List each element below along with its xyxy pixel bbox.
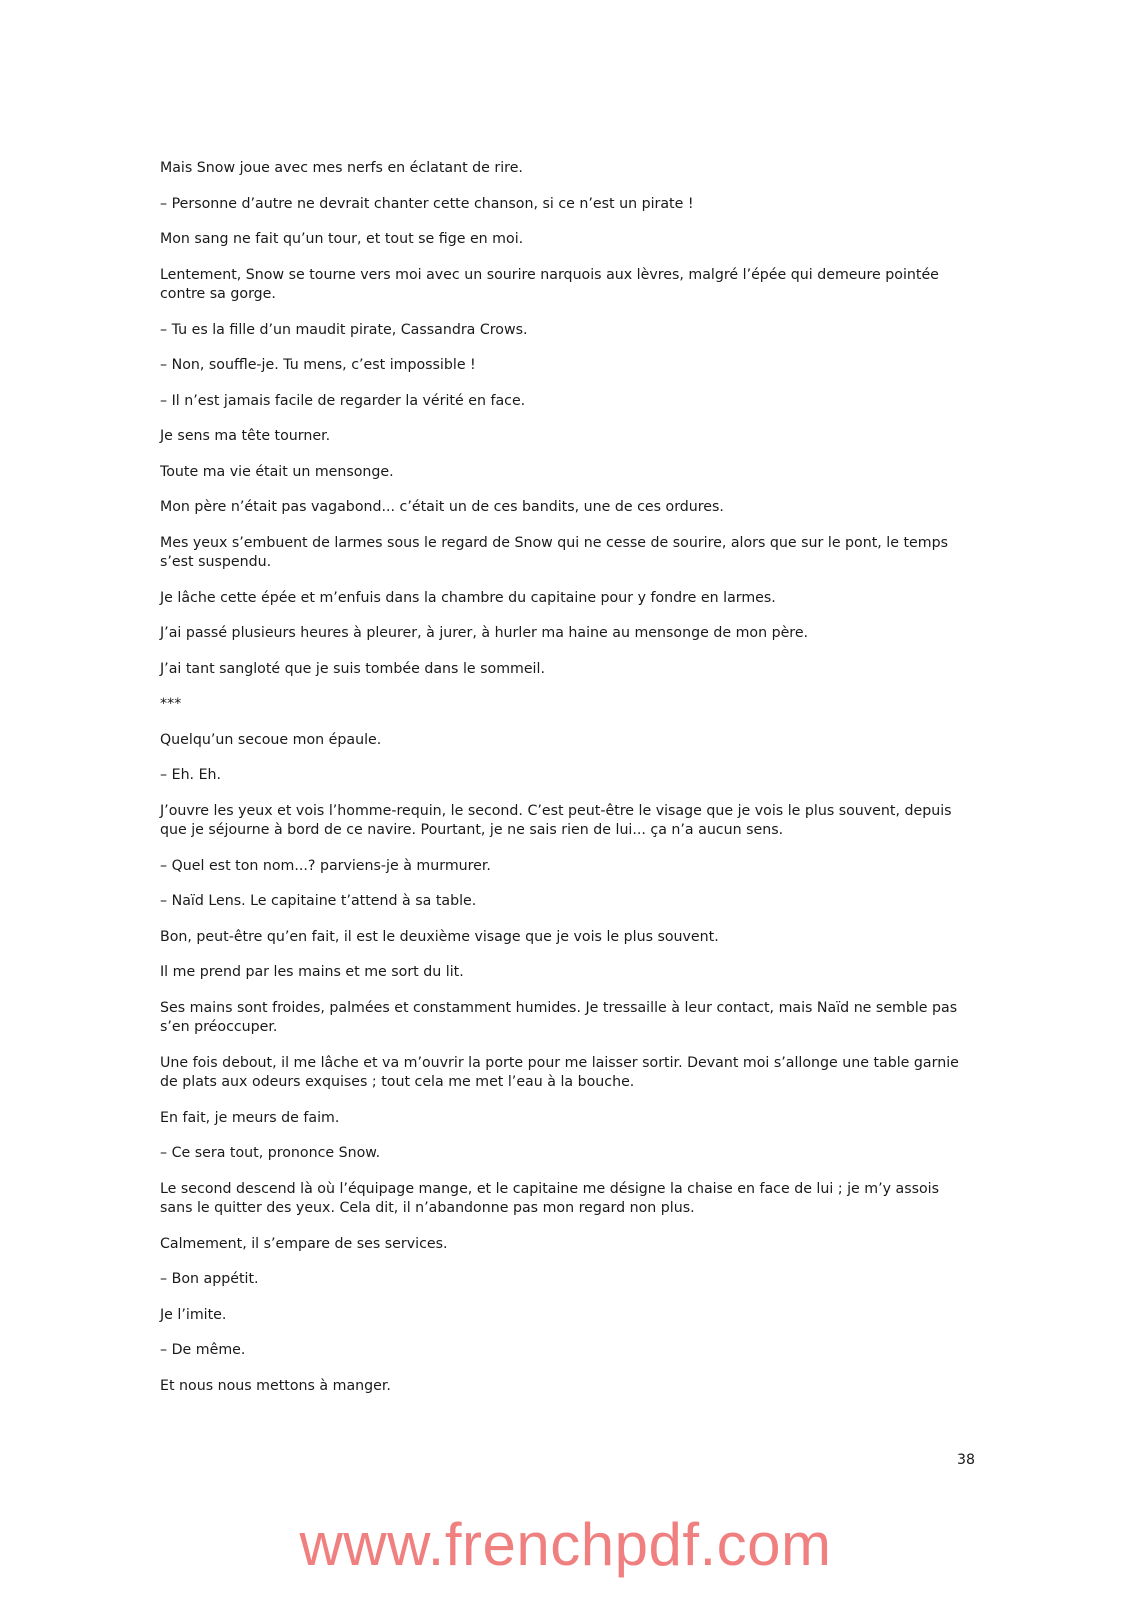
paragraph: Mes yeux s’embuent de larmes sous le regard de Snow qui ne cesse de sourire, alors que sur le pont, le temps s’est suspendu. <box>160 534 949 570</box>
paragraph: J’ouvre les yeux et vois l’homme-requin, le second. C’est peut-être le visage que je vois le plus souvent, depuis que je séjourne à bord de ce navire. Pourtant, je ne sais rien de lui... ça n’a aucun sens. <box>160 802 952 838</box>
paragraph: J’ai tant sangloté que je suis tombée dans le sommeil. <box>160 660 545 677</box>
paragraph: Une fois debout, il me lâche et va m’ouvrir la porte pour me laisser sortir. Devant moi s’allonge une table garnie de plats aux odeurs exquises ; tout cela me met l’eau à la bouche. <box>160 1054 959 1090</box>
paragraph: Mon sang ne fait qu’un tour, et tout se fige en moi. <box>160 231 524 247</box>
paragraph: – Il n’est jamais facile de regarder la vérité en face. <box>160 392 526 409</box>
paragraph: Je sens ma tête tourner. <box>160 428 331 444</box>
paragraph: En fait, je meurs de faim. <box>160 1109 340 1126</box>
paragraph: Quelqu’un secoue mon épaule. <box>160 731 382 748</box>
body-text <box>160 159 975 1412</box>
paragraph: Et nous nous mettons à manger. <box>160 1377 391 1394</box>
paragraph: Calmement, il s’empare de ses services. <box>160 1235 448 1252</box>
paragraph: Il me prend par les mains et me sort du lit. <box>160 964 464 980</box>
paragraph: – Ce sera tout, prononce Snow. <box>160 1145 381 1161</box>
paragraph: – Quel est ton nom...? parviens-je à murmurer. <box>160 857 491 874</box>
paragraph: Je l’imite. <box>160 1306 227 1323</box>
paragraph: Mon père n’était pas vagabond... c’était un de ces bandits, une de ces ordures. <box>160 499 724 515</box>
paragraph: Bon, peut-être qu’en fait, il est le deuxième visage que je vois le plus souvent. <box>160 928 719 945</box>
paragraph: Ses mains sont froides, palmées et constamment humides. Je tressaille à leur contact, mais Naïd ne semble pas s’en préoccuper. <box>160 999 958 1035</box>
paragraph: – Bon appétit. <box>160 1271 259 1287</box>
paragraph: Mais Snow joue avec mes nerfs en éclatant de rire. <box>160 160 523 176</box>
paragraph: J’ai passé plusieurs heures à pleurer, à jurer, à hurler ma haine au mensonge de mon père. <box>160 625 809 641</box>
paragraph: – De même. <box>160 1342 246 1358</box>
paragraph: – Personne d’autre ne devrait chanter cette chanson, si ce n’est un pirate ! <box>160 195 694 212</box>
paragraph: Toute ma vie était un mensonge. <box>160 463 394 480</box>
paragraph: – Tu es la fille d’un maudit pirate, Cassandra Crows. <box>160 321 528 338</box>
paragraph: – Naïd Lens. Le capitaine t’attend à sa table. <box>160 893 477 909</box>
paragraph: Lentement, Snow se tourne vers moi avec un sourire narquois aux lèvres, malgré l’épée qui demeure pointée contre sa gorge. <box>160 266 939 302</box>
paragraph: – Non, souffle-je. Tu mens, c’est impossible ! <box>160 357 476 373</box>
scene-break: *** <box>160 696 182 712</box>
page-number: 38 <box>956 1452 975 1468</box>
watermark-text: www.frenchpdf.com <box>299 1511 832 1578</box>
paragraph: Le second descend là où l’équipage mange, et le capitaine me désigne la chaise en face de lui ; je m’y assois sans le quitter des yeux. Cela dit, il n’abandonne pas mon regard non plus. <box>160 1180 940 1216</box>
paragraph: Je lâche cette épée et m’enfuis dans la chambre du capitaine pour y fondre en larmes. <box>160 589 776 606</box>
paragraph: – Eh. Eh. <box>160 767 222 783</box>
